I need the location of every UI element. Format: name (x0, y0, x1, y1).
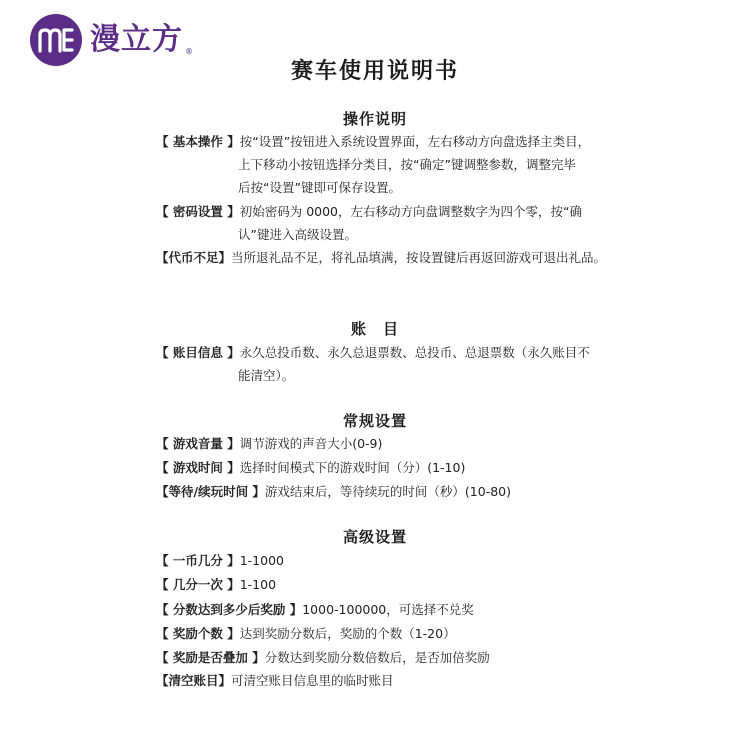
entry-text-line: 后按“设置”键即可保存设置。 (238, 180, 401, 195)
entry-text-line: 按“设置”按钮进入系统设置界面，左右移动方向盘选择主类目， (239, 134, 591, 149)
entry-reward-stacking (156, 646, 626, 669)
entry-reward-threshold (156, 598, 616, 621)
entry-text-line: 永久总投币数、永久总退票数、总投币、总退票数（永久账目不 (239, 345, 590, 360)
entry-tag: 【 几分一次 】 (156, 577, 240, 592)
entry-coin-points (156, 549, 616, 572)
entry-text-line: 游戏结束后，等待续玩的时间（秒）(10-80) (264, 484, 511, 499)
entry-tag: 【等待/续玩时间 】 (156, 484, 265, 499)
entry-token-shortage (156, 246, 626, 269)
entry-text-line: 初始密码为 0000，左右移动方向盘调整数字为四个零，按“确 (239, 204, 582, 219)
brand-name: 漫立方 (90, 22, 183, 57)
entry-basic-operation (156, 130, 616, 199)
entry-text-line: 上下移动小按钮选择分类目，按“确定”键调整参数，调整完毕 (238, 157, 576, 172)
entry-tag: 【代币不足】 (156, 250, 232, 265)
entry-tag: 【清空账目】 (156, 673, 232, 688)
entry-text-line: 认”键进入高级设置。 (238, 227, 357, 242)
entry-game-time (156, 456, 616, 479)
entry-reward-count (156, 622, 616, 645)
section-heading-general: 常规设置 (342, 412, 407, 430)
entry-text-line: 能清空）。 (238, 368, 295, 383)
entry-text-line: 调节游戏的声音大小(0-9) (239, 436, 383, 451)
entry-text-line: 1-1000 (239, 553, 284, 568)
entry-password-setting (156, 200, 616, 246)
section-heading-account: 账 目 (350, 320, 399, 338)
entry-tag: 【 基本操作 】 (156, 134, 240, 149)
entry-text-line: 1000-100000，可选择不兑奖 (302, 602, 474, 617)
entry-tag: 【 账目信息 】 (156, 345, 240, 360)
entry-tag: 【 分数达到多少后奖励 】 (156, 602, 303, 617)
entry-tag: 【 奖励是否叠加 】 (156, 650, 265, 665)
entry-game-volume (156, 432, 616, 455)
entry-text-line: 1-100 (239, 577, 277, 592)
entry-account-info (156, 341, 616, 387)
section-heading-operation: 操作说明 (342, 110, 407, 128)
entry-tag: 【 游戏时间 】 (156, 460, 240, 475)
entry-text-line: 可清空账目信息里的临时账目 (231, 673, 394, 688)
entry-tag: 【 一币几分 】 (156, 553, 240, 568)
entry-tag: 【 密码设置 】 (156, 204, 240, 219)
section-heading-advanced: 高级设置 (342, 528, 407, 546)
entry-wait-continue-time (156, 480, 626, 503)
entry-text-line: 达到奖励分数后，奖励的个数（1-20） (239, 626, 456, 641)
entry-text-line: 分数达到奖励分数倍数后，是否加倍奖励 (264, 650, 490, 665)
entry-points-per-play (156, 573, 616, 596)
entry-clear-account (156, 669, 616, 692)
entry-tag: 【 游戏音量 】 (156, 436, 240, 451)
entry-tag: 【 奖励个数 】 (156, 626, 240, 641)
entry-text-line: 选择时间模式下的游戏时间（分）(1-10) (239, 460, 466, 475)
entry-text-line: 当所退礼品不足，将礼品填满，按设置键后再返回游戏可退出礼品。 (231, 250, 607, 265)
document-title: 赛车使用说明书 (290, 59, 459, 84)
brand-registered-mark: ® (185, 47, 193, 56)
